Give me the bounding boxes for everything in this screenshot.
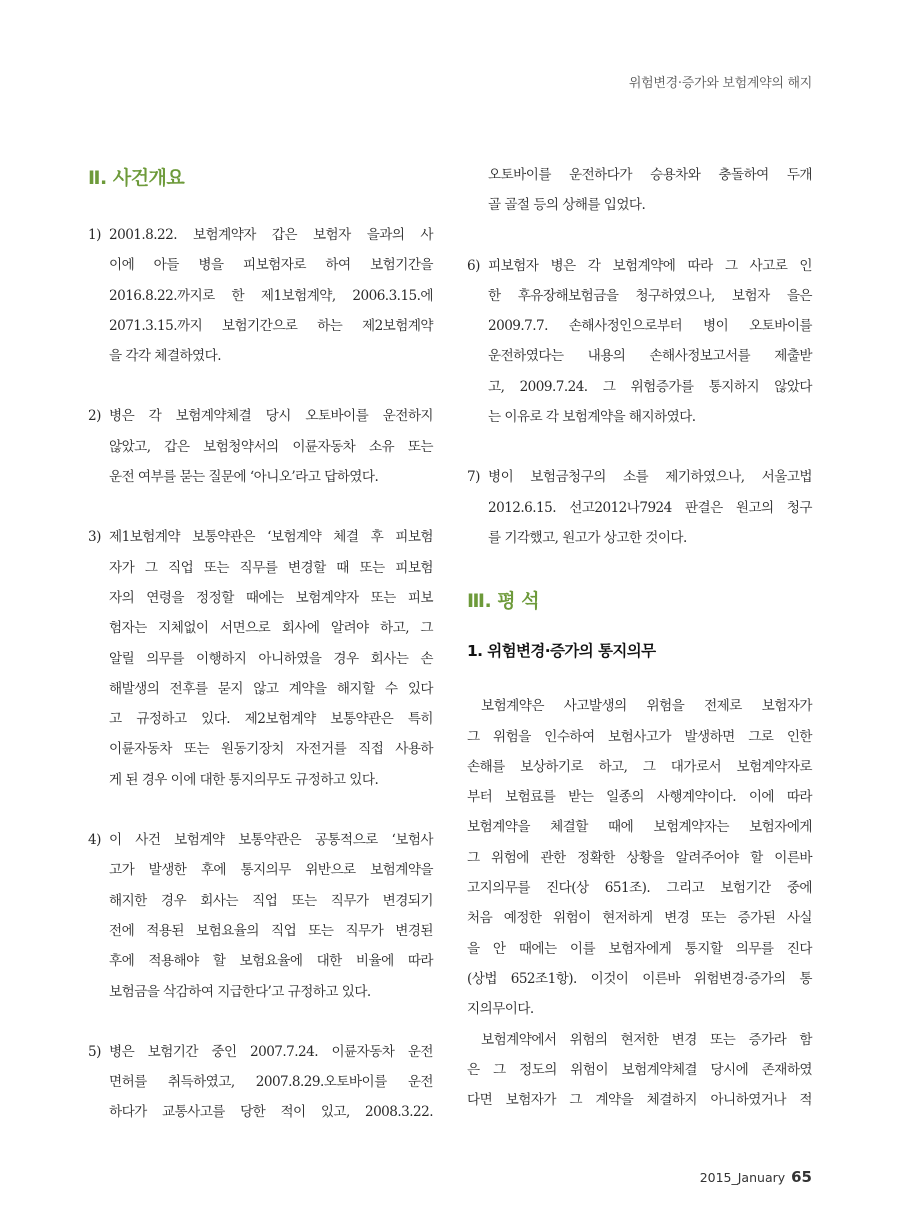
list-item-3 — [88, 522, 433, 795]
item-number: 2) — [88, 408, 101, 425]
list-item-4 — [88, 825, 433, 1007]
text-line: 지의무이다. — [467, 1001, 534, 1018]
text-line: 게 된 경우 이에 대한 통지의무도 규정하고 있다. — [109, 771, 379, 788]
text-line: 2001.8.22. 보험계약자 갑은 보험자 을과의 사 — [109, 227, 433, 243]
subsection-title: 1. 위험변경·증가의 통지의무 — [467, 642, 656, 661]
list-item-1 — [88, 220, 433, 371]
text-line: 자가 그 직업 또는 직무를 변경할 때 또는 피보험 — [109, 559, 433, 576]
text-line: 해지한 경우 회사는 직업 또는 직무가 변경되기 — [109, 892, 433, 909]
left-column — [88, 160, 433, 1128]
text-line: 보험계약은 사고발생의 위험을 전제로 보험자가 — [481, 698, 812, 715]
list-item-2 — [88, 401, 433, 492]
text-line: 고, 2009.7.24. 그 위험증가를 통지하지 않았다 — [488, 378, 812, 395]
text-line: 손해를 보상하기로 하고, 그 대가로서 보험계약자로 — [467, 758, 812, 775]
text-line: 다면 보험자가 그 계약을 체결하지 아니하였거나 적 — [467, 1092, 812, 1109]
list-item-5 — [88, 1037, 433, 1128]
text-line: 보험계약에서 위험의 현저한 변경 또는 증가라 함 — [481, 1031, 812, 1048]
item-number: 5) — [88, 1043, 101, 1060]
text-line: 자의 연령을 정정할 때에는 보험계약자 또는 피보 — [109, 589, 433, 606]
text-line: 후에 적용해야 할 보험요율에 대한 비율에 따라 — [109, 953, 433, 970]
text-line: 하다가 교통사고를 당한 적이 있고, 2008.3.22. — [109, 1104, 433, 1121]
item-number: 3) — [88, 529, 101, 546]
text-line: 그 위험을 인수하여 보험사고가 발생하면 그로 인한 — [467, 728, 812, 745]
page-number: 65 — [791, 1168, 812, 1186]
text-line: 을 각각 체결하였다. — [109, 348, 221, 365]
text-line: 험자는 지체없이 서면으로 회사에 알려야 하고, 그 — [109, 620, 433, 637]
text-line: 병이 보험금청구의 소를 제기하였으나, 서울고법 — [488, 469, 812, 486]
text-line: 그 위험에 관한 정확한 상황을 알려주어야 할 이른바 — [467, 849, 812, 866]
text-line: 2071.3.15.까지 보험기간으로 하는 제2보험계약 — [109, 317, 433, 334]
section-title-3: Ⅲ. 평 석 — [467, 590, 540, 613]
text-line: 알릴 의무를 이행하지 아니하였을 경우 회사는 손 — [109, 650, 433, 667]
text-line: 한 후유장해보험금을 청구하였으나, 보험자 을은 — [488, 287, 812, 304]
item-5-continuation — [467, 160, 812, 221]
text-line: 고 규정하고 있다. 제2보험계약 보통약관은 특히 — [109, 711, 433, 728]
text-line: 병은 보험기간 중인 2007.7.24. 이륜자동차 운전 — [109, 1043, 433, 1060]
text-line: 보험금을 삭감하여 지급한다’고 규정하고 있다. — [109, 983, 371, 1000]
text-line: 제1보험계약 보통약관은 ‘보험계약 체결 후 피보험 — [109, 529, 433, 546]
issue-label: 2015_January — [699, 1170, 786, 1185]
text-line: 면허를 취득하였고, 2007.8.29.오토바이를 운전 — [109, 1074, 433, 1091]
text-line: 운전하였다는 내용의 손해사정보고서를 제출받 — [488, 348, 812, 365]
running-header: 위험변경·증가와 보험계약의 해지 — [628, 76, 812, 91]
item-number: 4) — [88, 832, 101, 849]
text-line: 골 골절 등의 상해를 입었다. — [488, 197, 646, 214]
text-line: 않았고, 갑은 보험청약서의 이륜자동차 소유 또는 — [109, 438, 433, 455]
item-number: 6) — [467, 257, 480, 274]
text-line: 처음 예정한 위험이 현저하게 변경 또는 증가된 사실 — [467, 910, 812, 927]
text-line: 보험계약을 체결할 때에 보험계약자는 보험자에게 — [467, 819, 812, 836]
body-paragraph-2 — [467, 1025, 812, 1116]
text-line: 는 이유로 각 보험계약을 해지하였다. — [488, 409, 696, 426]
text-line: 2016.8.22.까지로 한 제1보험계약, 2006.3.15.에 — [109, 287, 433, 304]
text-line: 고가 발생한 후에 통지의무 위반으로 보험계약을 — [109, 862, 433, 879]
text-line: 이륜자동차 또는 원동기장치 자전거를 직접 사용하 — [109, 741, 433, 758]
right-column — [467, 160, 812, 1115]
text-line: 은 그 정도의 위험이 보험계약체결 당시에 존재하였 — [467, 1061, 812, 1078]
text-line: 오토바이를 운전하다가 승용차와 충돌하여 두개 — [488, 167, 812, 183]
item-number: 7) — [467, 469, 480, 486]
page-footer — [700, 1168, 812, 1186]
text-line: 운전 여부를 묻는 질문에 ‘아니오’라고 답하였다. — [109, 469, 379, 486]
body-paragraph-1 — [467, 691, 812, 1024]
text-line: (상법 652조1항). 이것이 이른바 위험변경·증가의 통 — [467, 970, 812, 987]
text-line: 고지의무를 진다(상 651조). 그리고 보험기간 중에 — [467, 880, 812, 897]
text-line: 를 기각했고, 원고가 상고한 것이다. — [488, 529, 687, 546]
text-line: 피보험자 병은 각 보험계약에 따라 그 사고로 인 — [488, 257, 812, 274]
text-line: 을 안 때에는 이를 보험자에게 통지할 의무를 진다 — [467, 940, 812, 957]
section-title-2: Ⅱ. 사건개요 — [88, 167, 185, 189]
text-line: 이에 아들 병을 피보험자로 하여 보험기간을 — [109, 257, 433, 274]
text-line: 해발생의 전후를 묻지 않고 계약을 해지할 수 있다 — [109, 680, 433, 697]
list-item-7 — [467, 462, 812, 553]
text-line: 이 사건 보험계약 보통약관은 공통적으로 ‘보험사 — [109, 832, 433, 849]
text-line: 2009.7.7. 손해사정인으로부터 병이 오토바이를 — [488, 318, 812, 335]
text-line: 전에 적용된 보험요율의 직업 또는 직무가 변경된 — [109, 922, 433, 939]
text-line: 병은 각 보험계약체결 당시 오토바이를 운전하지 — [109, 408, 433, 425]
text-line: 부터 보험료를 받는 일종의 사행계약이다. 이에 따라 — [467, 789, 812, 806]
text-line: 2012.6.15. 선고2012나7924 판결은 원고의 청구 — [488, 499, 812, 516]
item-number: 1) — [88, 227, 101, 243]
list-item-6 — [467, 251, 812, 433]
